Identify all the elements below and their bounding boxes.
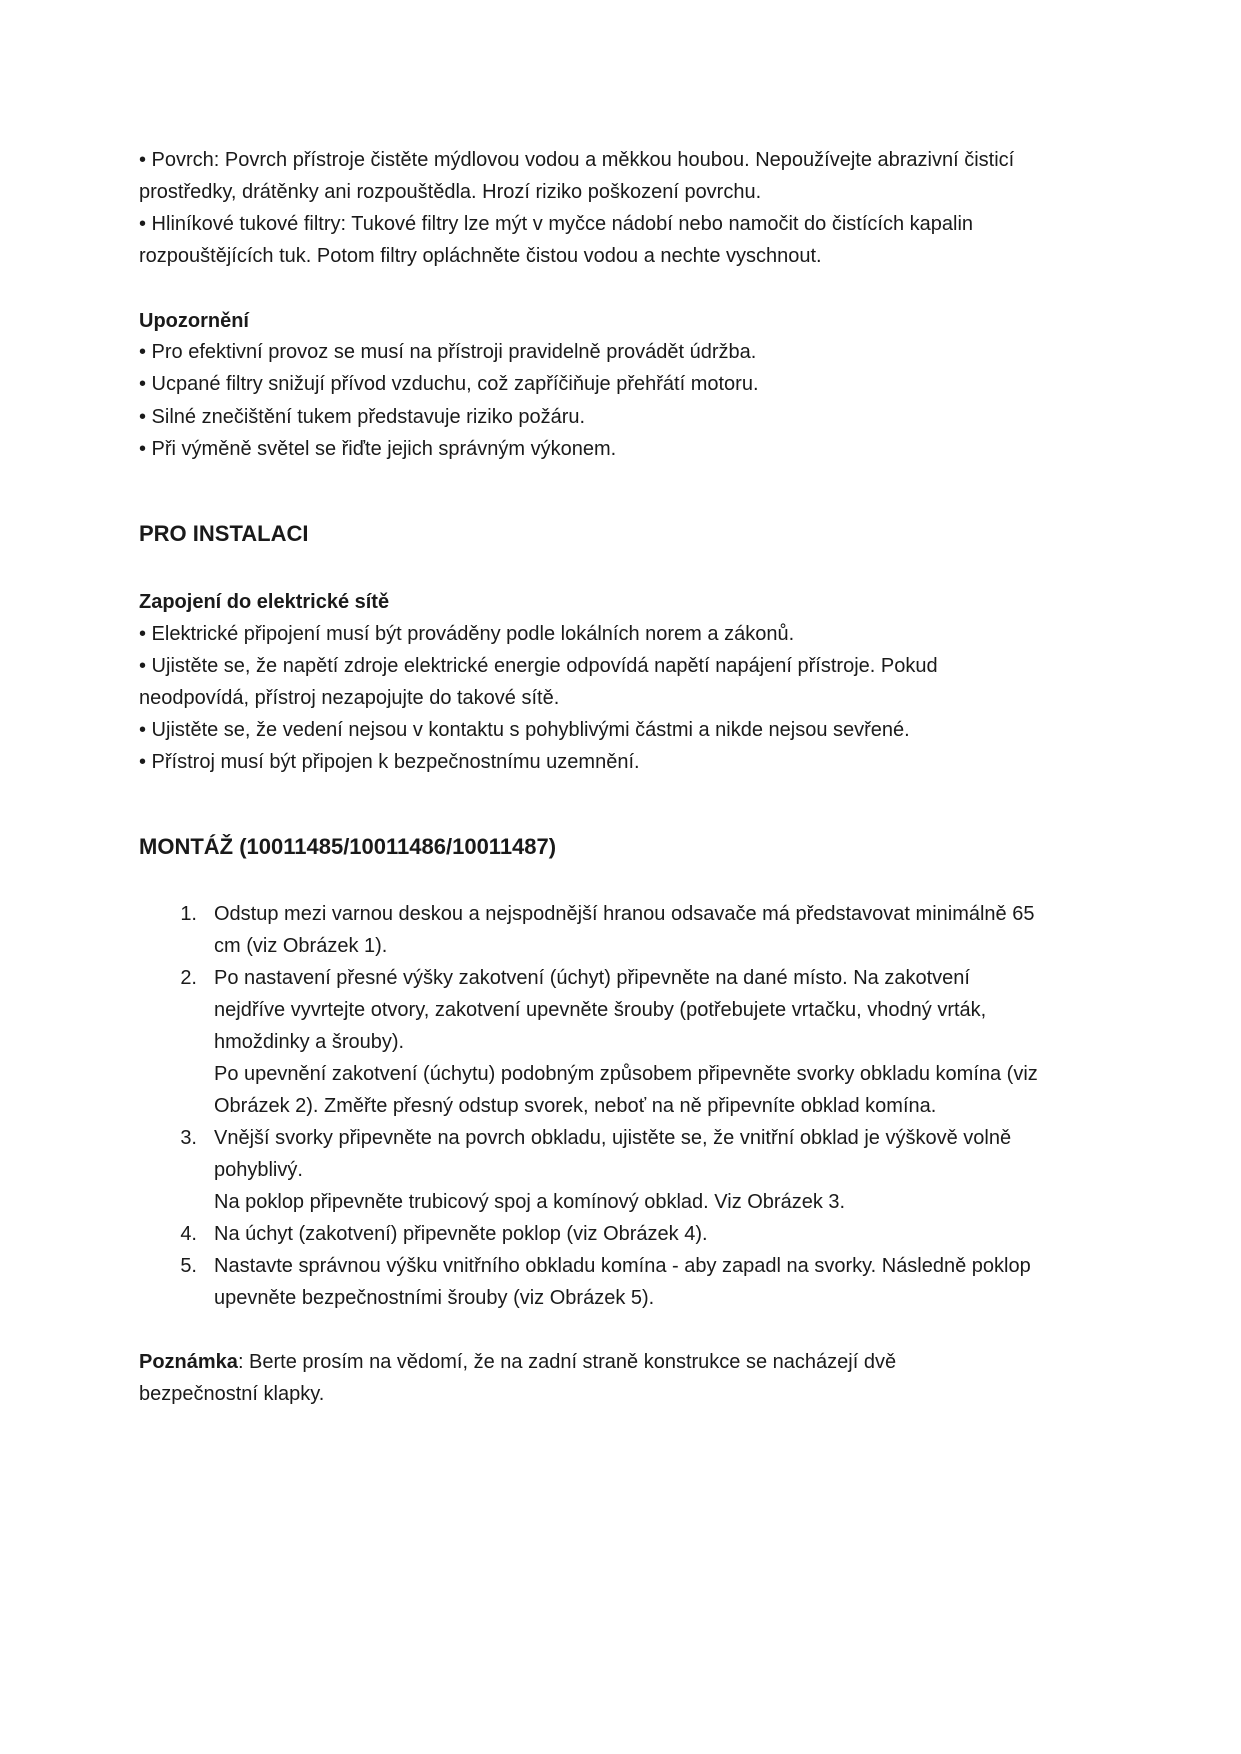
maintenance-line: prostředky, drátěnky ani rozpouštědla. Hrozí riziko poškození povrchu.	[139, 181, 762, 203]
note-text: : Berte prosím na vědomí, že na zadní straně konstrukce se nacházejí dvě	[237, 1351, 897, 1373]
step-line: nejdříve vyvrtejte otvory, zakotvení upevněte šrouby (potřebujete vrtačku, vhodný vrták,	[214, 999, 987, 1021]
step-line: Odstup mezi varnou deskou a nejspodnější hranou odsavače má představovat minimálně 65	[214, 903, 1035, 925]
warning-line: • Při výměně světel se řiďte jejich správným výkonem.	[139, 438, 617, 460]
warning-line: • Ucpané filtry snižují přívod vzduchu, což zapříčiňuje přehřátí motoru.	[139, 373, 759, 395]
step-number: 5.	[180, 1255, 197, 1277]
maintenance-line: • Povrch: Povrch přístroje čistěte mýdlovou vodou a měkkou houbou. Nepoužívejte abrazivní čisticí	[139, 149, 1015, 171]
step-line: Vnější svorky připevněte na povrch obkladu, ujistěte se, že vnitřní obklad je výškově volně	[214, 1127, 1012, 1149]
step-line: Na úchyt (zakotvení) připevněte poklop (viz Obrázek 4).	[214, 1223, 708, 1245]
step-line: Po upevnění zakotvení (úchytu) podobným způsobem připevněte svorky obkladu komína (viz	[214, 1063, 1038, 1085]
step-line: Na poklop připevněte trubicový spoj a komínový obklad. Viz Obrázek 3.	[214, 1191, 846, 1213]
step-line: Nastavte správnou výšku vnitřního obkladu komína - aby zapadl na svorky. Následně poklop	[214, 1255, 1031, 1277]
step-line: Po nastavení přesné výšky zakotvení (úchyt) připevněte na dané místo. Na zakotvení	[214, 967, 970, 989]
step-line: cm (viz Obrázek 1).	[214, 935, 388, 957]
warning-line: • Pro efektivní provoz se musí na přístroji pravidelně provádět údržba.	[139, 341, 757, 363]
step-number: 3.	[180, 1127, 197, 1149]
step-line: Obrázek 2). Změřte přesný odstup svorek, neboť na ně připevníte obklad komína.	[214, 1095, 937, 1117]
step-line: upevněte bezpečnostními šrouby (viz Obrázek 5).	[214, 1287, 655, 1309]
note-line	[139, 1346, 896, 1379]
installation-line: • Ujistěte se, že vedení nejsou v kontaktu s pohyblivými částmi a nikde nejsou sevřené.	[139, 719, 910, 741]
electric-title: Zapojení do elektrické sítě	[139, 591, 390, 613]
installation-line: • Přístroj musí být připojen k bezpečnostnímu uzemnění.	[139, 751, 640, 773]
installation-line: neodpovídá, přístroj nezapojujte do takové sítě.	[139, 687, 560, 709]
step-number: 1.	[180, 903, 197, 925]
step-number: 4.	[180, 1223, 197, 1245]
warning-line: • Silné znečištění tukem představuje riziko požáru.	[139, 406, 586, 428]
installation-line: • Elektrické připojení musí být prováděny podle lokálních norem a zákonů.	[139, 623, 795, 645]
note-label: Poznámka	[139, 1351, 238, 1373]
step-line: pohyblivý.	[214, 1159, 303, 1181]
warning-title: Upozornění	[139, 310, 249, 332]
installation-heading: PRO INSTALACI	[139, 521, 309, 546]
step-number: 2.	[180, 967, 197, 989]
installation-line: • Ujistěte se, že napětí zdroje elektrické energie odpovídá napětí napájení přístroje. Pokud	[139, 655, 938, 677]
maintenance-line: rozpouštějících tuk. Potom filtry opláchněte čistou vodou a nechte vyschnout.	[139, 245, 822, 267]
maintenance-line: • Hliníkové tukové filtry: Tukové filtry lze mýt v myčce nádobí nebo namočit do čistících kapalin	[139, 213, 974, 235]
note-line: bezpečnostní klapky.	[139, 1383, 325, 1405]
step-line: hmoždinky a šrouby).	[214, 1031, 405, 1053]
assembly-heading: MONTÁŽ (10011485/10011486/10011487)	[139, 834, 557, 859]
